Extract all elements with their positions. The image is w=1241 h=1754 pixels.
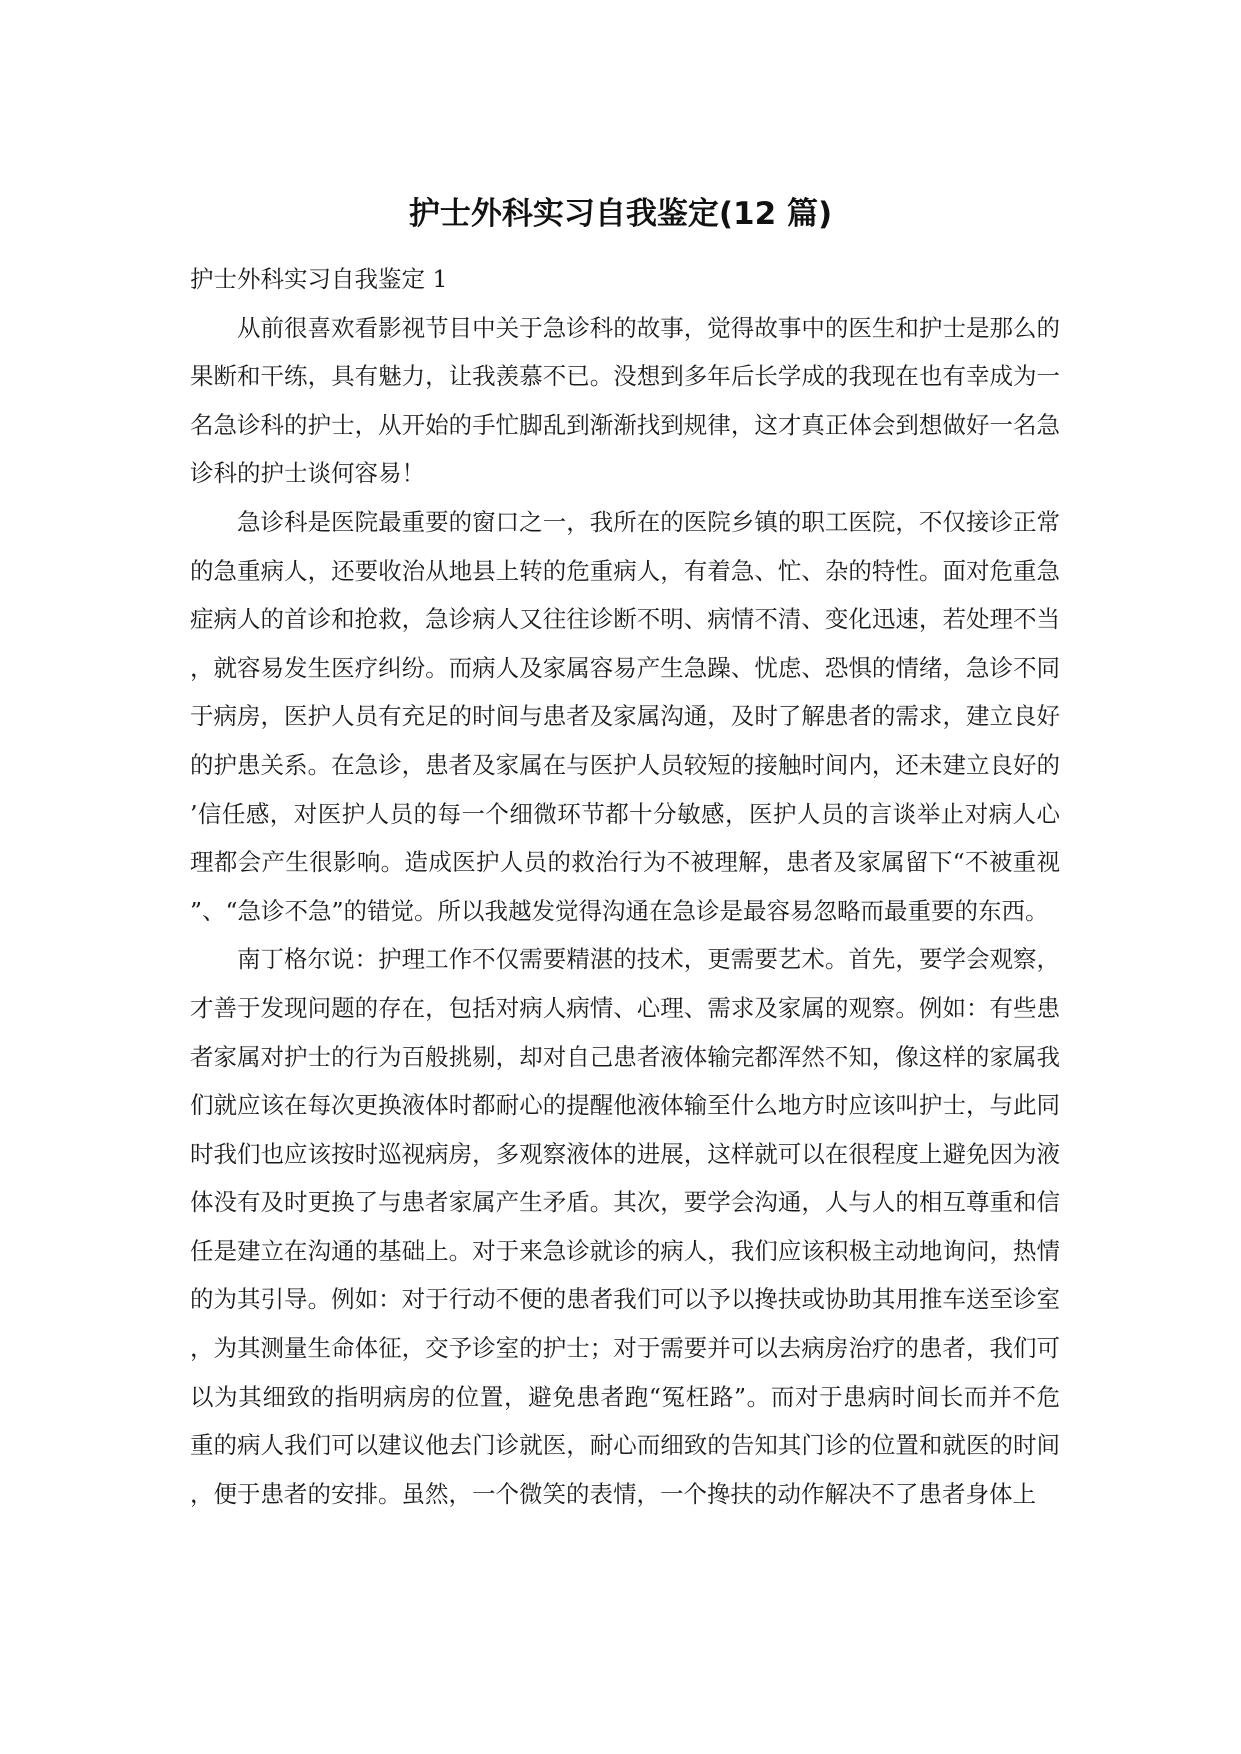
document-body — [190, 255, 1060, 1518]
document-title: 护士外科实习自我鉴定(12 篇) — [408, 196, 833, 232]
section-heading: 护士外科实习自我鉴定 1 — [190, 265, 448, 293]
paragraph: 南丁格尔说：护理工作不仅需要精湛的技术，更需要艺术。首先，要学会观察，才善于发现问题的存在，包括对病人病情、心理、需求及家属的观察。例如：有些患者家属对护士的行为百般挑剔，却对自己患者液体输完都浑然不知，像这样的家属我们就应该在每次更换液体时都耐心的提醒他液体输至什么地方时应该叫护士，与此同时我们也应该按时巡视病房，多观察液体的进展，这样就可以在很程度上避免因为液体没有及时更换了与患者家属产生矛盾。其次，要学会沟通，人与人的相互尊重和信任是建立在沟通的基础上。对于来急诊就诊的病人，我们应该积极主动地询问，热情的为其引导。例如：对于行动不便的患者我们可以予以搀扶或协助其用推车送至诊室，为其测量生命体征，交予诊室的护士；对于需要并可以去病房治疗的患者，我们可以为其细致的指明病房的位置，避免患者跑“冤枉路”。而对于患病时间长而并不危重的病人我们可以建议他去门诊就医，耐心而细致的告知其门诊的位置和就医的时间，便于患者的安排。虽然，一个微笑的表情，一个搀扶的动作解决不了患者身体上 — [190, 945, 1060, 1508]
paragraph: 从前很喜欢看影视节目中关于急诊科的故事，觉得故事中的医生和护士是那么的果断和干练，具有魅力，让我羡慕不已。没想到多年后长学成的我现在也有幸成为一名急诊科的护士，从开始的手忙脚乱到渐渐找到规律，这才真正体会到想做好一名急诊科的护士谈何容易！ — [190, 313, 1060, 488]
paragraph: 急诊科是医院最重要的窗口之一，我所在的医院乡镇的职工医院，不仅接诊正常的急重病人，还要收治从地县上转的危重病人，有着急、忙、杂的特性。面对危重急症病人的首诊和抢救，急诊病人又往往诊断不明、病情不清、变化迅速，若处理不当，就容易发生医疗纠纷。而病人及家属容易产生急躁、忧虑、恐惧的情绪，急诊不同于病房，医护人员有充足的时间与患者及家属沟通，及时了解患者的需求，建立良好的护患关系。在急诊，患者及家属在与医护人员较短的接触时间内，还未建立良好的’信任感，对医护人员的每一个细微环节都十分敏感，医护人员的言谈举止对病人心理都会产生很影响。造成医护人员的救治行为不被理解，患者及家属留下“不被重视”、“急诊不急”的错觉。所以我越发觉得沟通在急诊是最容易忽略而最重要的东西。 — [190, 507, 1060, 925]
